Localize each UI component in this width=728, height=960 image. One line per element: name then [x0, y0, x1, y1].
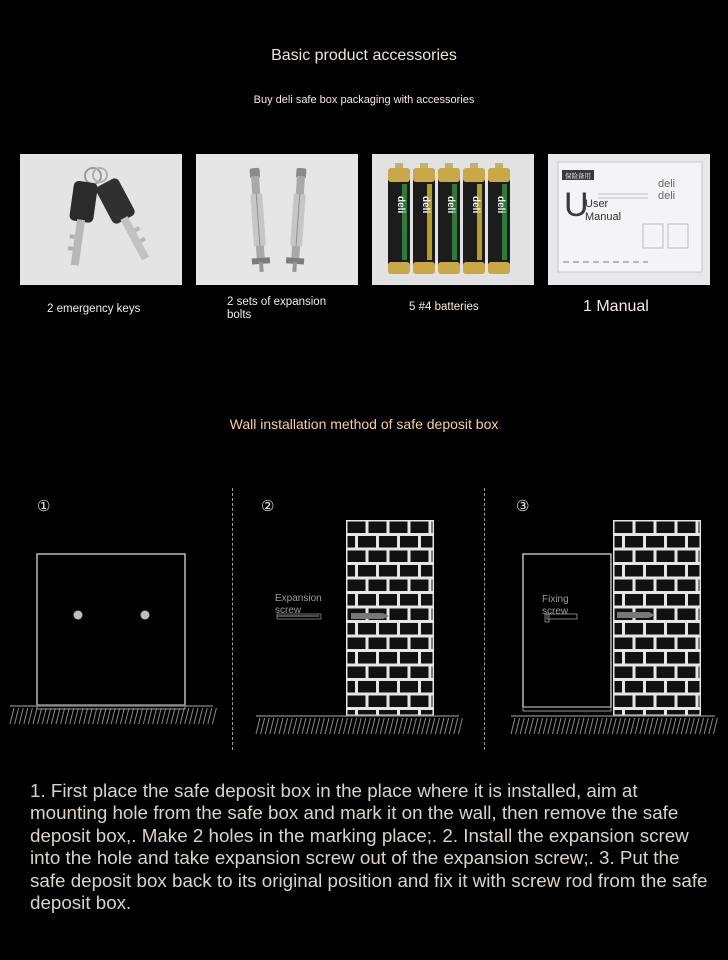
fixing-screw [617, 612, 655, 618]
floor [511, 716, 717, 734]
battery-brand: deli [495, 196, 506, 214]
accessories-title: Basic product accessories [271, 47, 457, 64]
step-3-illustration [485, 510, 728, 750]
accessories-subtitle: Buy deli safe box packaging with accessories [253, 94, 475, 106]
bolts-image [196, 154, 358, 285]
battery [488, 163, 510, 274]
safe-box [523, 554, 611, 707]
step-2-illustration [233, 510, 484, 750]
bolts-caption: 2 sets of expansion bolts [227, 296, 327, 321]
fixing-screw-label: Fixing [542, 594, 569, 605]
keys-image [20, 154, 182, 285]
key-icon [20, 154, 182, 285]
installation-title: Wall installation method of safe deposit box [229, 416, 499, 432]
svg-text:screw: screw [542, 606, 569, 617]
battery [463, 163, 485, 274]
battery-brand: deli [420, 196, 431, 214]
battery [438, 163, 460, 274]
keys-caption: 2 emergency keys [47, 303, 141, 315]
step-2-number: ② [261, 498, 275, 515]
step-3-number: ③ [516, 498, 530, 515]
step-1-illustration [0, 540, 232, 740]
battery-brand: deli [445, 196, 456, 214]
mounting-hole [141, 611, 150, 620]
manual-caption: 1 Manual [583, 298, 649, 315]
manual-image [548, 154, 710, 285]
battery-brand: deli [395, 196, 406, 214]
manual-title-line2: Manual [585, 211, 622, 223]
svg-text:U: U [564, 186, 589, 224]
battery [413, 163, 435, 274]
manual-brand: deli [658, 178, 676, 190]
svg-text:screw: screw [275, 605, 302, 616]
floor [256, 716, 462, 734]
battery [388, 163, 410, 274]
mounting-hole [74, 611, 83, 620]
safe-box [37, 554, 185, 705]
expansion-screw-label: Expansion [275, 593, 322, 604]
battery-brand: deli [470, 196, 481, 214]
installation-description: 1. First place the safe deposit box in the place where it is installed, aim at mounting hole from the safe box and mark it on the wall, then remove the safe deposit box,. Make 2 holes in the marking place;. 2. Install the expansion screw into the hole and take expansion screw out of the expansion screw;. 3. Put the safe deposit box back to its original position and fix it with screw rod from the safe deposit box. [30, 780, 708, 914]
battery-icon [372, 154, 534, 285]
batteries-caption: 5 #4 batteries [409, 301, 479, 313]
batteries-image [372, 154, 534, 285]
bolt-icon [196, 154, 358, 285]
svg-text:deli: deli [658, 190, 676, 202]
step-1-number: ① [37, 498, 51, 515]
manual-badge: 保险备用 [565, 173, 591, 180]
manual-title-line1: User [585, 198, 609, 210]
manual-icon [548, 154, 710, 285]
expansion-screw [351, 613, 389, 619]
